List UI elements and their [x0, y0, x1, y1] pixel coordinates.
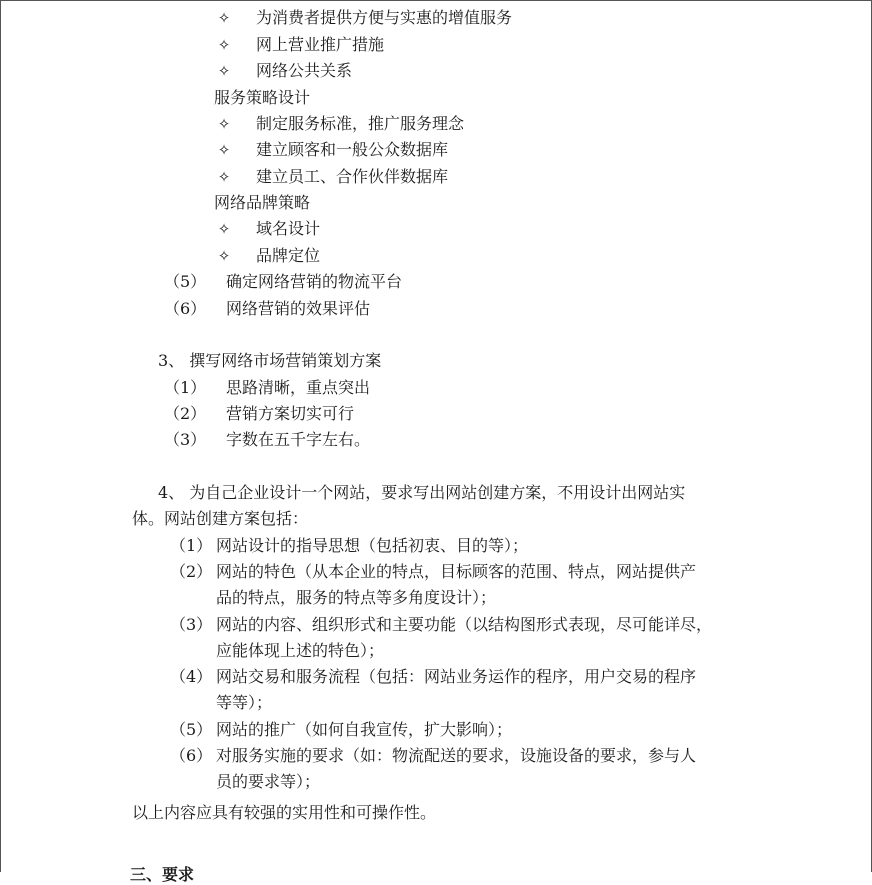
diamond-bullet-icon: ✧	[217, 9, 231, 27]
diamond-bullet-icon: ✧	[217, 36, 231, 54]
item-number: （1）	[164, 378, 207, 397]
diamond-bullet-icon: ✧	[217, 62, 231, 80]
item-number: （5）	[164, 272, 207, 291]
list-item: 网站交易和服务流程（包括：网站业务运作的程序，用户交易的程序	[216, 667, 697, 686]
service-heading: 服务策略设计	[214, 88, 311, 107]
item-number: （3）	[164, 430, 207, 449]
list-item: 确定网络营销的物流平台	[226, 272, 403, 291]
section-3-title: 3、 撰写网络市场营销策划方案	[158, 351, 382, 370]
item-number: （4）	[170, 667, 213, 686]
list-item: 建立员工、合作伙伴数据库	[256, 167, 449, 186]
item-number: （2）	[164, 404, 207, 423]
list-item: 字数在五千字左右。	[226, 430, 371, 449]
diamond-bullet-icon: ✧	[217, 168, 231, 186]
item-number: （5）	[170, 720, 213, 739]
list-item: 品牌定位	[256, 246, 321, 265]
item-number: （6）	[164, 299, 207, 318]
item-number: （2）	[170, 562, 213, 581]
item-number: （1）	[170, 536, 213, 555]
list-item: 网站的特色（从本企业的特点，目标顾客的范围、特点，网站提供产	[216, 562, 697, 581]
brand-heading: 网络品牌策略	[214, 193, 311, 212]
list-item: 网络公共关系	[256, 61, 353, 80]
diamond-bullet-icon: ✧	[217, 247, 231, 265]
list-item: 制定服务标准，推广服务理念	[256, 114, 465, 133]
list-item-cont: 应能体现上述的特色）；	[216, 641, 385, 660]
list-item: 域名设计	[256, 219, 321, 238]
list-item: 为消费者提供方便与实惠的增值服务	[256, 8, 513, 27]
list-item: 建立顾客和一般公众数据库	[256, 140, 449, 159]
item-number: （6）	[170, 746, 213, 765]
list-item-cont: 品的特点，服务的特点等多角度设计）；	[216, 588, 497, 607]
next-heading-clip	[130, 858, 250, 884]
next-heading: 三、要求	[130, 865, 195, 884]
list-item-cont: 等等）；	[216, 693, 273, 712]
list-item-cont: 员的要求等）；	[216, 772, 321, 791]
list-item: 网站设计的指导思想（包括初衷、目的等）；	[216, 536, 529, 555]
list-item: 对服务实施的要求（如：物流配送的要求，设施设备的要求，参与人	[216, 746, 697, 765]
list-item: 网上营业推广措施	[256, 35, 385, 54]
diamond-bullet-icon: ✧	[217, 115, 231, 133]
section-4-title-cont: 体。网站创建方案包括：	[132, 509, 309, 528]
item-number: （3）	[170, 615, 213, 634]
list-item: 网站的推广（如何自我宣传，扩大影响）；	[216, 720, 513, 739]
list-item: 营销方案切实可行	[226, 404, 355, 423]
page-border-top	[0, 0, 872, 1]
page-border-left	[0, 0, 1, 872]
diamond-bullet-icon: ✧	[217, 141, 231, 159]
section-4-title: 4、 为自己企业设计一个网站，要求写出网站创建方案，不用设计出网站实	[158, 483, 686, 502]
list-item: 网站的内容、组织形式和主要功能（以结构图形式表现，尽可能详尽，	[216, 615, 713, 634]
list-item: 思路清晰，重点突出	[226, 378, 371, 397]
diamond-bullet-icon: ✧	[217, 220, 231, 238]
closing-note: 以上内容应具有较强的实用性和可操作性。	[132, 803, 437, 822]
list-item: 网络营销的效果评估	[226, 299, 371, 318]
